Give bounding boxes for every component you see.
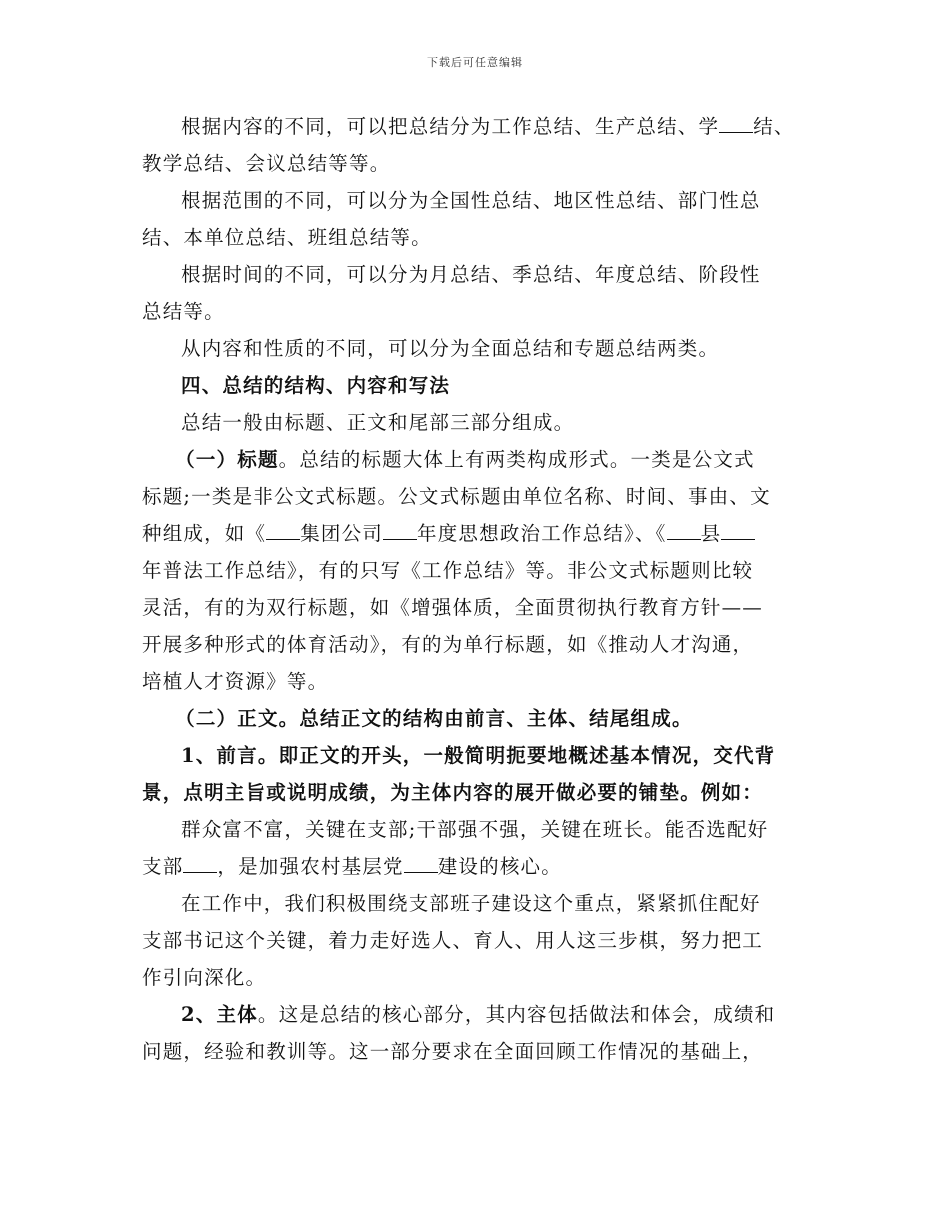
blank-field bbox=[183, 856, 217, 873]
text-line: 问题，经验和教训等。这一部分要求在全面回顾工作情况的基础上， bbox=[142, 1040, 764, 1063]
text-line: 支部 bbox=[142, 855, 184, 878]
paragraph bbox=[142, 404, 814, 441]
blank-field bbox=[667, 523, 701, 540]
subheading-paragraph bbox=[142, 700, 814, 737]
subheading-paragraph bbox=[142, 737, 814, 811]
paragraph bbox=[142, 182, 814, 256]
blank-field bbox=[404, 856, 438, 873]
section-heading bbox=[142, 367, 814, 404]
text-line: 总结一般由标题、正文和尾部三部分组成。 bbox=[181, 411, 575, 434]
paragraph bbox=[142, 996, 814, 1070]
text-line: （二）正文。总结正文的结构由前言、主体、结尾组成。 bbox=[175, 707, 693, 730]
paragraph bbox=[142, 441, 814, 700]
paragraph bbox=[142, 811, 814, 885]
text-line: 群众富不富，关键在支部;干部强不强，关键在班长。能否选配好 bbox=[181, 818, 769, 841]
subheading-label: （一）标题 bbox=[175, 448, 279, 471]
text-line: 支部书记这个关键，着力走好选人、育人、用人这三步棋，努力把工 bbox=[142, 929, 764, 952]
text-line: ，是加强农村基层党 bbox=[217, 855, 404, 878]
text-line: 开展多种形式的体育活动》，有的为单行标题，如《推动人才沟通， bbox=[142, 633, 754, 656]
paragraph bbox=[142, 330, 814, 367]
text-line: 根据时间的不同，可以分为月总结、季总结、年度总结、阶段性 bbox=[181, 263, 761, 286]
subheading-label: 2、主体 bbox=[181, 1003, 258, 1026]
blank-field bbox=[721, 523, 755, 540]
paragraph bbox=[142, 108, 814, 182]
text-line: 作引向深化。 bbox=[142, 966, 267, 989]
text-line: 。这是总结的核心部分，其内容包括做法和体会，成绩和 bbox=[257, 1003, 776, 1026]
blank-field bbox=[383, 523, 417, 540]
blank-field bbox=[266, 523, 300, 540]
text-line: 集团公司 bbox=[300, 522, 384, 545]
text-line: 标题;一类是非公文式标题。公文式标题由单位名称、时间、事由、文 bbox=[142, 485, 771, 508]
text-line: 根据范围的不同，可以分为全国性总结、地区性总结、部门性总 bbox=[181, 189, 761, 212]
blank-field bbox=[719, 116, 753, 133]
text-line: 总结等。 bbox=[142, 300, 225, 323]
text-line: 培植人才资源》等。 bbox=[142, 670, 329, 693]
text-line: 结、本单位总结、班组总结等。 bbox=[142, 226, 432, 249]
text-line: 灵活，有的为双行标题，如《增强体质，全面贯彻执行教育方针—— bbox=[142, 596, 764, 619]
text-line: 建设的核心。 bbox=[437, 855, 562, 878]
document-body bbox=[142, 108, 814, 1070]
text-line: 从内容和性质的不同，可以分为全面总结和专题总结两类。 bbox=[181, 337, 720, 360]
text-line: 景，点明主旨或说明成绩，为主体内容的展开做必要的铺垫。例如： bbox=[142, 781, 764, 804]
text-line: 1、前言。即正文的开头，一般简明扼要地概述基本情况，交代背 bbox=[181, 744, 776, 767]
heading-text: 四、总结的结构、内容和写法 bbox=[181, 374, 451, 397]
paragraph bbox=[142, 256, 814, 330]
text-line: 。总结的标题大体上有两类构成形式。一类是公文式 bbox=[278, 448, 755, 471]
page-header-note: 下载后可任意编辑 bbox=[427, 56, 523, 69]
text-line: 在工作中，我们积极围绕支部班子建设这个重点，紧紧抓住配好 bbox=[181, 892, 761, 915]
text-line: 县 bbox=[700, 522, 722, 545]
paragraph bbox=[142, 885, 814, 996]
text-line: 结、 bbox=[753, 115, 795, 138]
text-line: 年普法工作总结》，有的只写《工作总结》等。非公文式标题则比较 bbox=[142, 559, 754, 582]
text-line: 教学总结、会议总结等等。 bbox=[142, 152, 391, 175]
text-line: 种组成，如《 bbox=[142, 522, 267, 545]
text-line: 年度思想政治工作总结》、《 bbox=[417, 522, 667, 545]
text-line: 根据内容的不同，可以把总结分为工作总结、生产总结、学 bbox=[181, 115, 720, 138]
